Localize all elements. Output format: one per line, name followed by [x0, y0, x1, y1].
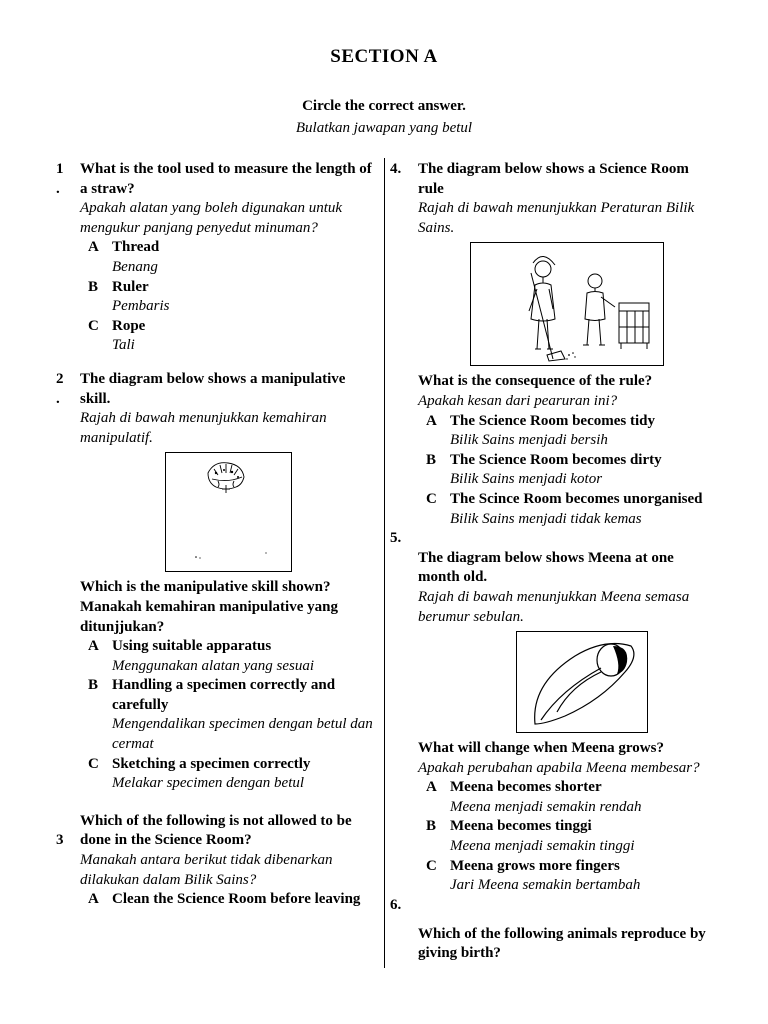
option-text-english: Rope [112, 317, 146, 334]
option-text-english: Handling a specimen correctly and carefully [112, 677, 336, 713]
option-letter: A [88, 638, 99, 655]
option-text-malay: Tali [112, 337, 135, 354]
question-1 [56, 160, 378, 356]
question-5 [390, 529, 715, 896]
option-letter: B [426, 451, 437, 468]
option-a[interactable] [80, 238, 378, 277]
option-text-english: Meena becomes tinggi [450, 818, 592, 835]
question-intro-english: The diagram below shows Meena at one month old. [418, 549, 674, 586]
option-letter: B [88, 677, 99, 694]
question-number: 4. [390, 161, 402, 177]
question-number: 1 . [56, 161, 64, 197]
option-a[interactable] [418, 412, 715, 451]
question-4 [390, 160, 715, 529]
instruction-english: Circle the correct answer. [302, 98, 466, 114]
option-letter: B [88, 278, 99, 295]
option-c[interactable] [80, 317, 378, 356]
specimen-sketch-icon [166, 453, 291, 571]
option-text-english: Ruler [112, 278, 149, 295]
question-intro-english: The diagram below shows a manipulative skill. [80, 370, 346, 407]
instruction-malay: Bulatkan jawapan yang betul [295, 120, 473, 136]
question-2 [56, 370, 378, 794]
column-divider [384, 158, 385, 968]
question-number: 5. [390, 530, 402, 547]
science-room-rule-diagram [470, 242, 664, 366]
option-letter: A [88, 891, 99, 908]
option-text-malay: Melakar specimen dengan betul [112, 775, 305, 792]
question-text-english: What is the consequence of the rule? [418, 373, 653, 390]
option-text-malay: Meena menjadi semakin rendah [450, 798, 642, 815]
option-text-malay: Benang [112, 258, 158, 275]
option-text-malay: Bilik Sains menjadi kotor [450, 471, 603, 488]
option-text-english: Thread [112, 239, 160, 256]
option-text-english: Meena grows more fingers [450, 857, 620, 874]
question-intro-malay: Rajah di bawah menunjukkan Peraturan Bilik Sains. [418, 200, 695, 236]
option-text-english: The Science Room becomes dirty [450, 451, 662, 468]
option-text-english: Meena becomes shorter [450, 779, 602, 796]
left-column [56, 160, 378, 910]
question-text-english: Which of the following is not allowed to be done in the Science Room? [80, 812, 352, 849]
option-b[interactable] [80, 278, 378, 317]
option-text-malay: Jari Meena semakin bertambah [450, 877, 641, 894]
option-a[interactable] [80, 890, 378, 910]
option-text-malay: Pembaris [112, 298, 170, 315]
option-c[interactable] [80, 755, 378, 794]
option-letter: A [426, 412, 437, 429]
question-3 [56, 812, 378, 910]
option-b[interactable] [80, 676, 378, 754]
option-text-malay: Bilik Sains menjadi tidak kemas [450, 510, 642, 527]
option-b[interactable] [418, 451, 715, 490]
question-text-malay: Manakah antara berikut tidak dibenarkan dilakukan dalam Bilik Sains? [80, 852, 333, 888]
option-text-english: Sketching a specimen correctly [112, 755, 311, 772]
option-letter: C [426, 857, 437, 874]
question-text-english: What will change when Meena grows? [418, 740, 664, 757]
option-letter: C [88, 317, 99, 334]
option-text-malay: Meena menjadi semakin tinggi [450, 838, 635, 855]
right-column [390, 160, 715, 964]
option-text-english: The Scince Room becomes unorganised [450, 490, 703, 507]
question-number: 6. [390, 896, 402, 913]
question-intro-malay: Rajah di bawah menunjukkan kemahiran manipulatif. [80, 410, 327, 446]
option-text-english: Clean the Science Room before leaving [112, 891, 361, 908]
option-text-malay: Menggunakan alatan yang sesuai [112, 657, 315, 674]
question-text-malay: Apakah alatan yang boleh digunakan untuk mengukur panjang penyedut minuman? [80, 200, 343, 236]
question-text-malay: Apakah kesan dari pearuran ini? [418, 392, 618, 409]
option-c[interactable] [418, 490, 715, 529]
section-title: SECTION A [330, 46, 438, 67]
option-text-malay: Bilik Sains menjadi bersih [450, 432, 608, 449]
question-text-english: Which is the manipulative skill shown? [80, 579, 331, 596]
baby-meena-diagram [516, 631, 648, 733]
option-letter: A [426, 779, 437, 796]
question-text-english: Which of the following animals reproduce by giving birth? [418, 925, 706, 962]
question-intro-english: The diagram below shows a Science Room rule [418, 161, 689, 197]
option-letter: C [88, 755, 99, 772]
option-b[interactable] [418, 817, 715, 856]
option-a[interactable] [418, 778, 715, 817]
option-text-malay: Mengendalikan specimen dengan betul dan cermat [112, 716, 373, 753]
option-letter: B [426, 818, 437, 835]
question-text-english: What is the tool used to measure the length of a straw? [80, 161, 372, 197]
question-text-malay: Manakah kemahiran manipulative yang ditunjjukan? [80, 598, 338, 635]
option-a[interactable] [80, 637, 378, 676]
option-text-english: Using suitable apparatus [112, 638, 272, 655]
option-text-english: The Science Room becomes tidy [450, 412, 655, 429]
question-number: 2 . [56, 370, 64, 407]
option-c[interactable] [418, 857, 715, 896]
option-letter: A [88, 239, 99, 256]
swaddled-baby-icon [517, 632, 647, 732]
sweeping-and-tidying-icon [471, 243, 663, 365]
question-6 [390, 896, 715, 964]
option-letter: C [426, 490, 437, 507]
question-intro-malay: Rajah di bawah menunjukkan Meena semasa berumur sebulan. [418, 588, 690, 625]
specimen-diagram [165, 452, 292, 572]
question-number: 3 [56, 832, 64, 849]
question-text-malay: Apakah perubahan apabila Meena membesar? [418, 759, 700, 776]
